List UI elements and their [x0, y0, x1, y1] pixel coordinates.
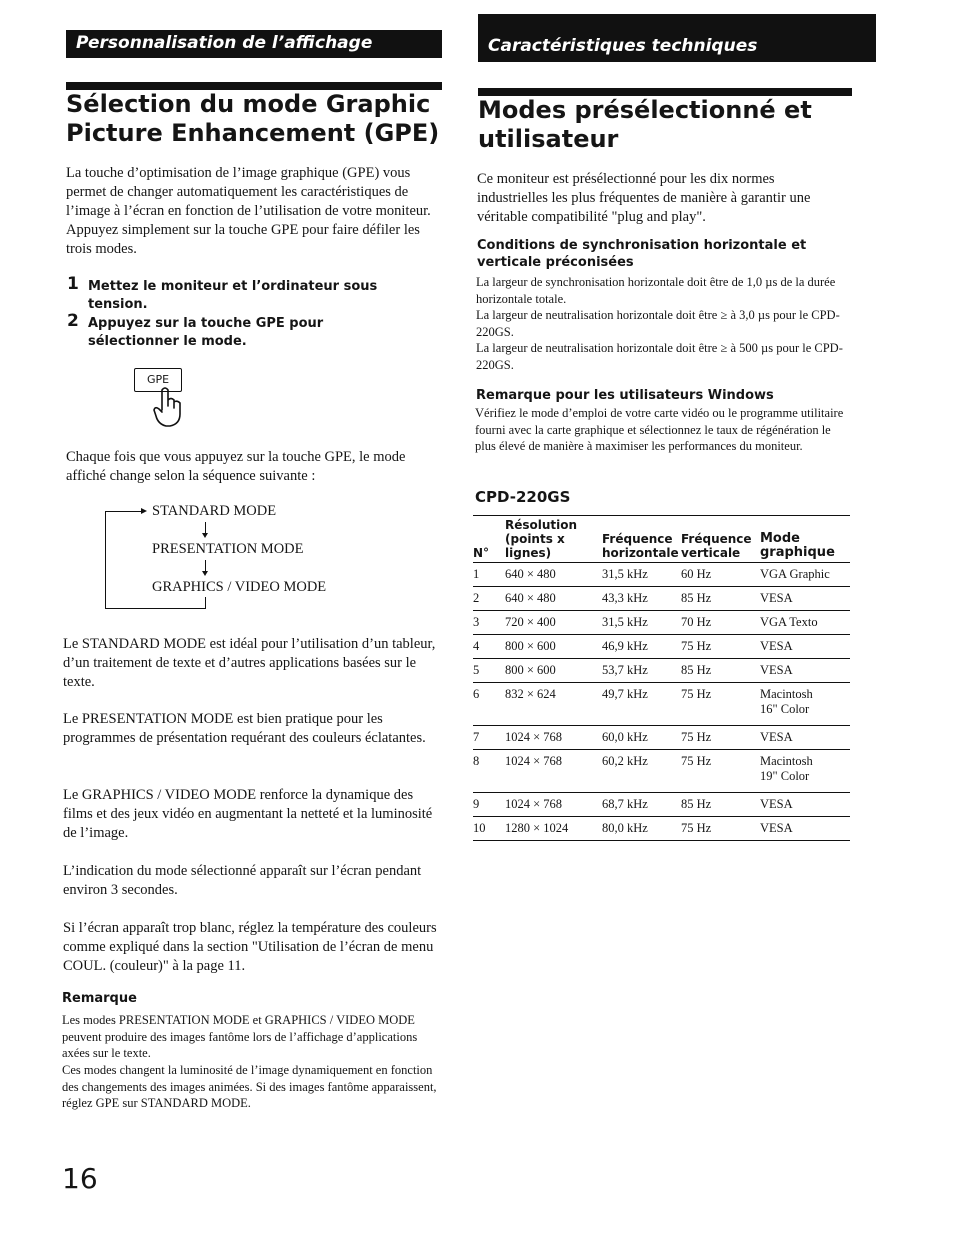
flow-line — [105, 608, 206, 609]
table-row: 9 1024 × 768 68,7 kHz 85 Hz VESA — [473, 793, 850, 817]
flow-line — [105, 511, 145, 512]
table-row: 6 832 × 624 49,7 kHz 75 Hz Macintosh 16" Color — [473, 683, 850, 726]
arrow-right-icon — [141, 508, 147, 514]
table-row: 1 640 × 480 31,5 kHz 60 Hz VGA Graphic — [473, 563, 850, 587]
header-vfreq: Fréquence verticale — [681, 516, 760, 563]
header-no: N° — [473, 516, 505, 563]
table-row: 5 800 × 600 53,7 kHz 85 Hz VESA — [473, 659, 850, 683]
table-row: 3 720 × 400 31,5 kHz 70 Hz VGA Texto — [473, 611, 850, 635]
arrow-down-icon — [205, 522, 206, 534]
sync-title: Conditions de synchronisation horizontale et verticale préconisées — [477, 238, 807, 270]
header-hfreq: Fréquence horizontale — [602, 516, 681, 563]
white-screen-paragraph: Si l’écran apparaît trop blanc, réglez la température des couleurs comme expliqué dans la section "Utilisation de l’écran de menu COUL. (couleur)" à la page 11. — [63, 920, 437, 974]
sync-text: La largeur de synchronisation horizontale doit être de 1,0 µs de la durée horizontale totale. — [476, 275, 836, 306]
gpe-button-illustration — [134, 368, 194, 434]
flow-line — [205, 597, 206, 609]
note-title: Remarque — [62, 991, 137, 1006]
mode-graphics-video: GRAPHICS / VIDEO MODE — [152, 579, 327, 595]
presentation-mode-paragraph: Le PRESENTATION MODE est bien pratique pour les programmes de présentation requérant des couleurs éclatantes. — [63, 711, 426, 746]
mode-presentation: PRESENTATION MODE — [152, 541, 304, 557]
pointing-hand-icon — [148, 384, 188, 430]
note-text: Les modes PRESENTATION MODE et GRAPHICS / VIDEO MODE peuvent produire des images fantôme lors de l’affichage d’applications axées sur le texte. — [62, 1013, 418, 1060]
title-line: Sélection du mode Graphic — [66, 90, 431, 118]
section-banner-right: Caractéristiques techniques — [478, 14, 876, 62]
table-row: 4 800 × 600 46,9 kHz 75 Hz VESA — [473, 635, 850, 659]
page-title-left — [66, 90, 446, 148]
note-text: Ces modes changent la luminosité de l’image dynamiquement en fonction des changements des images animées. Si des images fantôme apparaissent, réglez GPE sur STANDARD MODE. — [62, 1063, 437, 1110]
flow-line — [105, 511, 106, 609]
windows-note-text: Vérifiez le mode d’emploi de votre carte vidéo ou le programme utilitaire fourni avec la carte graphique et sélectionnez le taux de régénération le plus élevé de manière à maximiser les performances du moniteur. — [475, 406, 844, 453]
step-1 — [67, 274, 427, 312]
page-title-right — [478, 96, 858, 154]
step-text: Mettez le moniteur et l’ordinateur sous tension. — [88, 279, 378, 312]
windows-note-title: Remarque pour les utilisateurs Windows — [476, 388, 774, 403]
gpe-button-label: GPE — [146, 373, 170, 386]
sync-text: La largeur de neutralisation horizontale doit être ≥ à 500 µs pour le CPD-220GS. — [476, 341, 843, 372]
right-intro-paragraph: Ce moniteur est présélectionné pour les dix normes industrielles les plus fréquentes de manière à garantir une véritable compatibilité "plug and play". — [477, 171, 811, 225]
intro-paragraph: La touche d’optimisation de l’image graphique (GPE) vous permet de changer automatiquement les caractéristiques de l’image à l’écran en fonction de l’utilisation de votre moniteur. Appuyez simplement sur la touche GPE pour faire défiler les trois modes. — [66, 165, 431, 257]
arrow-down-icon — [205, 560, 206, 572]
table-header-row — [473, 516, 850, 563]
table-row: 8 1024 × 768 60,2 kHz 75 Hz Macintosh 19" Color — [473, 750, 850, 793]
sequence-intro: Chaque fois que vous appuyez sur la touche GPE, le mode affiché change selon la séquence suivante : — [66, 449, 406, 484]
title-line: Modes présélectionné et — [478, 96, 812, 124]
table-row: 2 640 × 480 43,3 kHz 85 Hz VESA — [473, 587, 850, 611]
mode-standard: STANDARD MODE — [152, 503, 277, 519]
standard-mode-paragraph: Le STANDARD MODE est idéal pour l’utilisation d’un tableur, d’un traitement de texte et d’autres applications basées sur le texte. — [63, 636, 436, 690]
indication-paragraph: L’indication du mode sélectionné apparaît sur l’écran pendant environ 3 secondes. — [63, 863, 422, 898]
step-number: 2 — [67, 311, 79, 331]
step-number: 1 — [67, 274, 79, 294]
header-resolution: Résolution (points x lignes) — [505, 516, 602, 563]
title-line: Picture Enhancement (GPE) — [66, 119, 440, 147]
sync-text: La largeur de neutralisation horizontale doit être ≥ à 3,0 µs pour le CPD-220GS. — [476, 308, 840, 339]
graphics-mode-paragraph: Le GRAPHICS / VIDEO MODE renforce la dynamique des films et des jeux vidéo en augmentant la netteté et la luminosité de l’image. — [63, 787, 433, 841]
section-banner-left: Personnalisation de l’affichage — [66, 30, 442, 58]
title-line: utilisateur — [478, 125, 619, 153]
divider-rule-left — [66, 82, 442, 90]
divider-rule-right — [478, 88, 852, 96]
model-name: CPD-220GS — [475, 488, 571, 506]
table-row: 7 1024 × 768 60,0 kHz 75 Hz VESA — [473, 726, 850, 750]
preset-modes-table — [473, 515, 850, 841]
step-text: Appuyez sur la touche GPE pour sélectionner le mode. — [88, 316, 324, 349]
page-number: 16 — [62, 1162, 98, 1195]
table-row: 10 1280 × 1024 80,0 kHz 75 Hz VESA — [473, 817, 850, 841]
step-2 — [67, 311, 427, 355]
header-mode: Mode graphique — [760, 516, 850, 563]
